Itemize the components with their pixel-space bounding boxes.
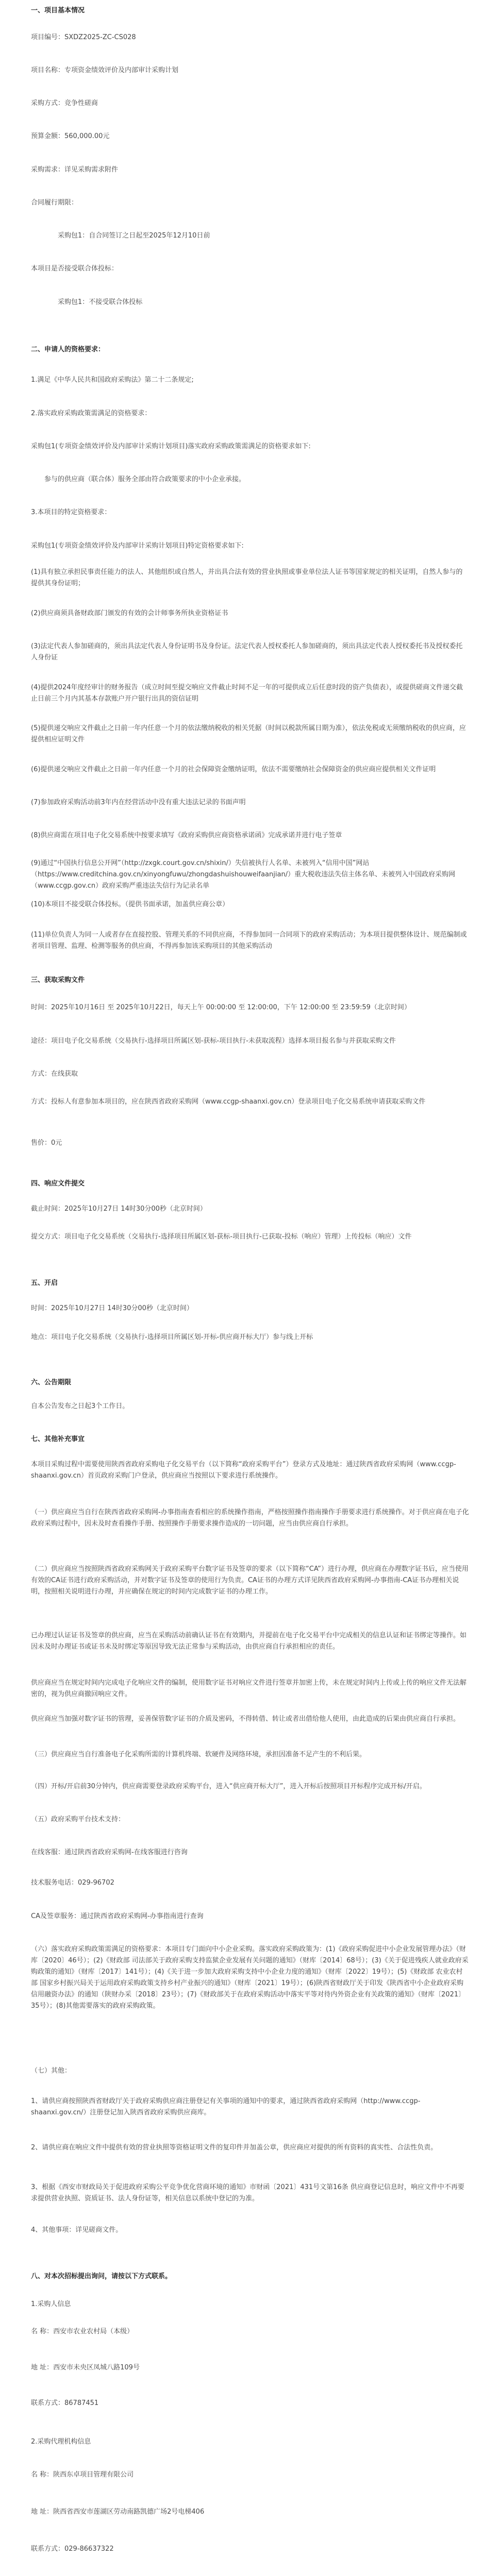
text-line: 技术服务电话：029-96702 xyxy=(31,1879,114,1887)
text-line: (4)提供2024年度经审计的财务报告（成立时间至提交响应文件截止时间不足一年的可提供成立后任意时段的资产负债表），或提供磋商文件递交截止日前三个月内其基本存款账户开户银行出具的资信证明 xyxy=(31,684,463,703)
text-line: 合同履行期限： xyxy=(31,199,78,207)
text-line: 地 址：陕西省西安市莲湖区劳动南路凯德广场2号电梯406 xyxy=(31,2508,205,2516)
text-line: 地点：项目电子化交易系统（交易执行-选择项目所属区划-开标-供应商开标大厅）参与线上开标 xyxy=(31,1333,313,1341)
text-line: 提交方式：项目电子化交易系统（交易执行-选择项目所属区划-获标-项目执行-已获取-投标（响应）管理）上传投标（响应）文件 xyxy=(31,1233,412,1241)
text-line: 方式：投标人有意参加本项目的，应在陕西省政府采购网（www.ccgp-shaanxi.gov.cn）登录项目电子化交易系统申请获取采购文件 xyxy=(31,1098,426,1106)
text-line: (6)提供递交响应文件截止之日前一年内任意一个月的社会保障资金缴纳证明，依法不需要缴纳社会保障资金的供应商应提供相关文件证明 xyxy=(31,766,436,773)
text-line: 参与的供应商（联合体）服务全部由符合政策要求的中小企业承接。 xyxy=(44,476,246,483)
text-line: （五）政府采购平台技术支持： xyxy=(31,1816,125,1823)
text-line: 名 称：陕西东卓项目管理有限公司 xyxy=(31,2471,134,2479)
text-line: 截止时间：2025年10月27日 14时30分00秒（北京时间） xyxy=(31,1205,207,1213)
text-line: 供应商应当加强对数字证书的管理，妥善保管数字证书的介质及密码，不得转借、转让或者出借给他人使用，由此造成的后果由供应商自行承担。 xyxy=(31,1715,460,1723)
text-line: （三）供应商应当自行准备电子化采购所需的计算机终端、软硬件及网络环境，承担因准备不足产生的不利后果。 xyxy=(31,1751,366,1758)
text-line: 2、请供应商在响应文件中提供有效的营业执照等资格证明文件的复印件并加盖公章，供应商应对提供的所有资料的真实性、合法性负责。 xyxy=(31,2144,438,2151)
text-line: 自本公告发布之日起3个工作日。 xyxy=(31,1402,129,1410)
text-line: 2.采购代理机构信息 xyxy=(31,2438,91,2446)
section-heading: 四、响应文件提交 xyxy=(31,1180,85,1188)
text-line: （六）落实政府采购政策需满足的资格要求：本项目专门面向中小企业采购。落实政府采购政策为：(1)《政府采购促进中小企业发展管理办法》（财库〔2020〕46号）；(2)《财政部 司法部关于政府采购支持监狱企业发展有关问题的通知》（财库〔2014〕68号）；(3)《关于促进残疾人就业政府采购政策的通知》（财库〔2017〕141号）；(4)《关于进一步加大政府采购支持中小企业力度的通知》（财库〔2022〕19号）；(5)《财政部 农业农村部 国家乡村振兴局关于运用政府采购政策支持乡村产业振兴的通知》（财库〔2021〕19号）；(6)陕西省财政厅关于印发《陕西省中小企业政府采购信用融资办法》的通知（陕财办采〔2018〕23号）；(7)《财政部关于在政府采购活动中落实平等对待内外资企业有关政策的通知》（财库〔2021〕35号）；(8)其他需要落实的政府采购政策。 xyxy=(31,1945,469,2010)
section-heading: 三、获取采购文件 xyxy=(31,976,85,984)
text-line: 预算金额：560,000.00元 xyxy=(31,132,110,140)
text-line: 1、请供应商按照陕西省财政厅关于政府采购供应商注册登记有关事项的通知中的要求，通过陕西省政府采购网（http://www.ccgp-shaanxi.gov.cn/）注册登记加入陕西省政府采购供应商库。 xyxy=(31,2097,421,2116)
text-line: （二）供应商应当按照陕西省政府采购网关于政府采购平台数字证书及签章的要求（以下简称“CA”）进行办理，供应商在办理数字证书后，应当使用有效的CA证书进行政府采购活动，并对数字证书及签章的使用行为负责。CA证书的办理方式详见陕西省政府采购网-办事指南-CA证书办理相关说明，按照相关说明进行办理，并应确保在规定的时间内完成数字证书的办理工作。 xyxy=(31,1565,469,1596)
text-line: （七）其他： xyxy=(31,2067,72,2075)
text-line: 时间：2025年10月16日 至 2025年10月22日，每天上午 00:00:00 至 12:00:00，下午 12:00:00 至 23:59:59（北京时间） xyxy=(31,1004,411,1011)
text-line: （四）开标/开启前30分钟内，供应商需要登录政府采购平台，进入“供应商开标大厅”，进入开标后按照项目开标程序完成开标/开启。 xyxy=(31,1783,426,1790)
text-line: 名 称：西安市农业农村局（本级） xyxy=(31,2328,134,2335)
text-line: 本项目采购过程中需要使用陕西省政府采购电子化交易平台（以下简称“政府采购平台”）登录方式及地址：通过陕西省政府采购网（www.ccgp-shaanxi.gov.cn）首页政府采购门户登录，供应商应当按照以下要求进行系统操作。 xyxy=(31,1461,456,1480)
text-line: 采购包1(专项资金绩效评价及内部审计采购计划项目)特定资格要求如下: xyxy=(31,542,244,550)
text-line: 供应商应当在规定时间内完成电子化响应文件的编制，使用数字证书对响应文件进行签章并加密上传，未在规定时间内上传或上传的响应文件无法解密的，视为供应商撤回响应文件。 xyxy=(31,1679,467,1698)
text-line: 项目名称：专项资金绩效评价及内部审计采购计划 xyxy=(31,66,179,74)
text-line: 1.采购人信息 xyxy=(31,2300,71,2308)
section-heading: 七、其他补充事宜 xyxy=(31,1435,85,1443)
text-line: 在线客服：通过陕西省政府采购网-在线客服进行咨询 xyxy=(31,1849,188,1856)
text-line: 2.落实政府采购政策需满足的资格要求： xyxy=(31,410,152,417)
text-line: 方式：在线获取 xyxy=(31,1070,78,1078)
text-line: (10)本项目不接受联合体投标。（提供书面承诺，加盖供应商公章） xyxy=(31,901,229,908)
text-line: 售价：0元 xyxy=(31,1139,62,1147)
text-line: (9)通过“中国执行信息公开网”（http://zxgk.court.gov.cn/shixin/）失信被执行人名单、未被列入“信用中国”网站（https://www.creditchina.gov.cn/xinyongfuwu/zhongdashuishouweifaanjian/）重大税收违法失信主体名单、未被列入中国政府采购网（www.ccgp.gov.cn）政府采购严重违法失信行为记录名单 xyxy=(31,859,456,890)
text-line: 途径：项目电子化交易系统（交易执行-选择项目所属区划-获标-项目执行-未获取流程）选择本项目报名参与并获取采购文件 xyxy=(31,1037,396,1045)
section-heading: 六、公告期限 xyxy=(31,1379,72,1386)
text-line: 3、根据《西安市财政局关于促进政府采购公平竞争优化营商环境的通知》市财函〔2021〕431号文第16条 供应商登记信息时，响应文件中不再要求提供营业执照、资质证书、法人身份证等，相关信息以系统中登记的为准。 xyxy=(31,2183,464,2202)
text-line: 时间：2025年10月27日 14时30分00秒（北京时间） xyxy=(31,1304,193,1312)
text-line: （一）供应商应当自行在陕西省政府采购网-办事指南查看相应的系统操作指南，严格按照操作指南操作手册要求进行系统操作。对于供应商在电子化政府采购过程中，因未及时查看操作手册、按照操作手册要求操作造成的一切问题，应当由供应商自行承担。 xyxy=(31,1509,469,1528)
text-line: (1)具有独立承担民事责任能力的法人、其他组织或自然人，并出具合法有效的营业执照或事业单位法人证书等国家规定的相关证明，自然人参与的提供其身份证明； xyxy=(31,568,463,587)
text-line: 地 址：西安市未央区凤城八路109号 xyxy=(31,2364,140,2371)
text-line: 4、其他事项：详见磋商文件。 xyxy=(31,2226,123,2234)
text-line: 1.满足《中华人民共和国政府采购法》第二十二条规定; xyxy=(31,376,194,384)
text-line: 采购包1：自合同签订之日起至2025年12月10日前 xyxy=(58,232,210,240)
text-line: 采购需求：详见采购需求附件 xyxy=(31,166,119,174)
text-line: (11)单位负责人为同一人或者存在直接控股、管理关系的不同供应商，不得参加同一合同项下的政府采购活动；为本项目提供整体设计、规范编制或者项目管理、监理、检测等服务的供应商，不得再参加该采购项目的其他采购活动 xyxy=(31,931,467,950)
text-line: CA及签章服务：通过陕西省政府采购网-办事指南进行查询 xyxy=(31,1912,204,1920)
text-line: 项目编号：SXDZ2025-ZC-CS028 xyxy=(31,33,136,41)
text-line: (7)参加政府采购活动前3年内在经营活动中没有重大违法记录的书面声明 xyxy=(31,799,246,806)
text-line: (2)供应商须具备财政部门颁发的有效的会计师事务所执业资格证书 xyxy=(31,609,228,617)
text-line: 3.本项目的特定资格要求： xyxy=(31,509,111,516)
text-line: (5)提供递交响应文件截止之日前一年内任意一个月的依法缴纳税收的相关凭据（时间以税款所属日期为准），依法免税或无须缴纳税收的供应商，应提供相应证明文件 xyxy=(31,724,466,743)
text-line: 联系方式：029-86637322 xyxy=(31,2545,114,2553)
text-line: 采购方式：竞争性磋商 xyxy=(31,99,98,107)
section-heading: 一、项目基本情况 xyxy=(31,7,85,14)
text-line: 已办理过认证证书及签章的供应商，应当在采购活动前确认证书在有效期内，并提前在电子化交易平台中完成相关的信息认证和证书绑定等操作。如因未及时办理证书或证书未及时绑定等原因导致无法正常参与采购活动，由供应商自行承担相应的责任。 xyxy=(31,1632,467,1651)
text-line: 本项目是否接受联合体投标： xyxy=(31,265,119,273)
section-heading: 五、开启 xyxy=(31,1279,58,1287)
text-line: (8)供应商需在项目电子化交易系统中按要求填写《政府采购供应商资格承诺函》完成承诺并进行电子签章 xyxy=(31,832,342,839)
text-line: 联系方式：86787451 xyxy=(31,2399,99,2407)
text-line: 采购包1：不接受联合体投标 xyxy=(58,298,143,306)
section-heading: 八、对本次招标提出询问，请按以下方式联系。 xyxy=(31,2273,172,2280)
text-line: (3)法定代表人参加磋商的，须出具法定代表人身份证明书及身份证。法定代表人授权委托人参加磋商的，须出具法定代表人授权委托书及授权委托人身份证 xyxy=(31,642,463,662)
section-heading: 二、申请人的资格要求： xyxy=(31,346,105,353)
text-line: 采购包1(专项资金绩效评价及内部审计采购计划项目)落实政府采购政策需满足的资格要求如下: xyxy=(31,443,311,450)
